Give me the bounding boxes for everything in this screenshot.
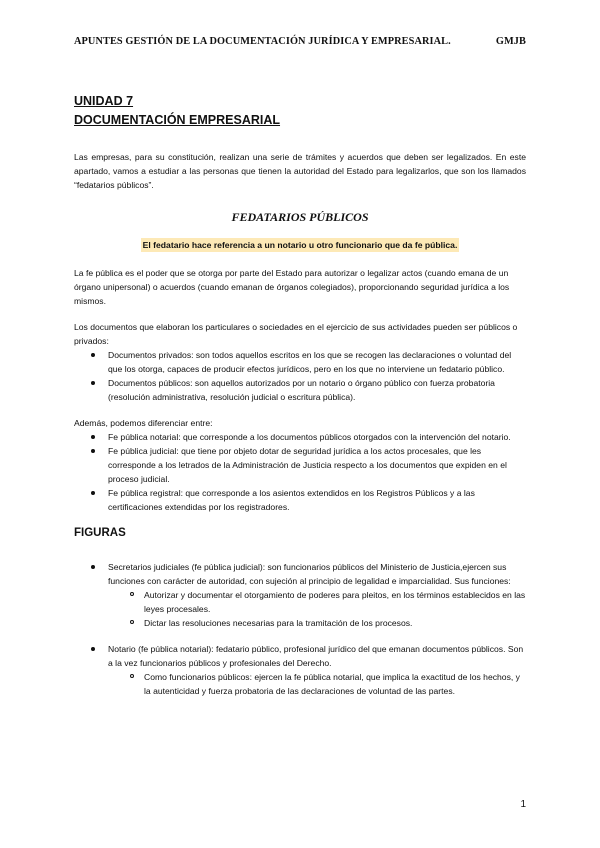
section-title: FEDATARIOS PÚBLICOS	[231, 210, 369, 224]
figuras-heading: FIGURAS	[74, 527, 126, 539]
list-item: Documentos públicos: son aquellos autorizados por un notario o órgano público con fuerza probatoria (resolución administrativa, resolución judicial o escritura pública).	[74, 376, 526, 404]
circle-bullet-icon	[130, 620, 134, 624]
list-item: Fe pública judicial: que tiene por objeto dotar de seguridad jurídica a los actos procesales, que les corresponde a los letrados de la Administración de Justicia respecto a los documentos que expiden en el proceso judicial.	[74, 444, 526, 486]
bullet-icon	[91, 565, 95, 569]
intro-paragraph: Las empresas, para su constitución, realizan una serie de trámites y acuerdos que deben ser legalizados. En este apartado, vamos a estudiar a las personas que tienen la autoridad del Estado para legalizarlos, que son los llamados “fedatarios públicos”.	[74, 152, 526, 190]
highlight-box	[74, 238, 526, 252]
highlighted-definition: El fedatario hace referencia a un notario u otro funcionario que da fe pública.	[142, 240, 458, 250]
page-header	[74, 36, 526, 47]
notario-funciones	[74, 670, 526, 698]
list-item: Documentos privados: son todos aquellos escritos en los que se recogen las declaraciones o voluntad del que los otorga, capaces de producir efectos jurídicos, pero en los que no interviene un fedatario público.	[74, 348, 526, 376]
figuras-list	[74, 560, 526, 698]
fe-publica-paragraph: La fe pública es el poder que se otorga por parte del Estado para autorizar o legalizar actos (cuando emana de un órgano unipersonal) o acuerdos (cuando emanan de órganos colegiados), proporcionando seguridad jurídica a los mismos.	[74, 268, 510, 306]
notario-text: Notario (fe pública notarial): fedatario público, profesional jurídico del que emanan documentos públicos. Son a la vez funcionarios públicos y profesionales del Derecho.	[108, 644, 524, 668]
tipos-fe-list	[74, 430, 526, 514]
document-body	[74, 150, 526, 698]
documentos-intro: Los documentos que elaboran los particulares o sociedades en el ejercicio de sus actividades pueden ser públicos o privados:	[74, 322, 518, 346]
unit-number: UNIDAD 7	[74, 94, 134, 108]
sub-list-item: Como funcionarios públicos: ejercen la fe pública notarial, que implica la exactitud de los hechos, y la autenticidad y fuerza probatoria de las declaraciones de voluntad de las partes.	[74, 670, 526, 698]
secretarios-text: Secretarios judiciales (fe pública judicial): son funcionarios públicos del Ministerio de Justicia,ejercen sus funciones con carácter de autoridad, con sujeción al principio de legalidad e imparcialidad. Sus funciones:	[108, 562, 511, 586]
list-item	[74, 560, 526, 630]
header-author: GMJB	[495, 36, 526, 47]
sub-list-item: Dictar las resoluciones necesarias para la tramitación de los procesos.	[74, 616, 526, 630]
diferenciar-intro: Además, podemos diferenciar entre:	[74, 418, 213, 428]
unit-title: DOCUMENTACIÓN EMPRESARIAL	[74, 113, 281, 127]
unit-heading	[74, 92, 280, 130]
circle-bullet-icon	[130, 592, 134, 596]
secretarios-funciones	[74, 588, 526, 630]
bullet-icon	[91, 435, 95, 439]
sub-list-item: Autorizar y documentar el otorgamiento de poderes para pleitos, en los términos establecidos en las leyes procesales.	[74, 588, 526, 616]
circle-bullet-icon	[130, 674, 134, 678]
bullet-icon	[91, 381, 95, 385]
bullet-icon	[91, 353, 95, 357]
bullet-icon	[91, 449, 95, 453]
list-item: Fe pública registral: que corresponde a los asientos extendidos en los Registros Públicos y a las certificaciones extendidas por los registradores.	[74, 486, 526, 514]
header-title: APUNTES GESTIÓN DE LA DOCUMENTACIÓN JURÍDICA Y EMPRESARIAL.	[74, 36, 451, 47]
documentos-list	[74, 348, 526, 404]
page-number: 1	[520, 799, 526, 810]
bullet-icon	[91, 491, 95, 495]
list-item	[74, 642, 526, 698]
list-item: Fe pública notarial: que corresponde a los documentos públicos otorgados con la intervención del notario.	[74, 430, 526, 444]
bullet-icon	[91, 647, 95, 651]
